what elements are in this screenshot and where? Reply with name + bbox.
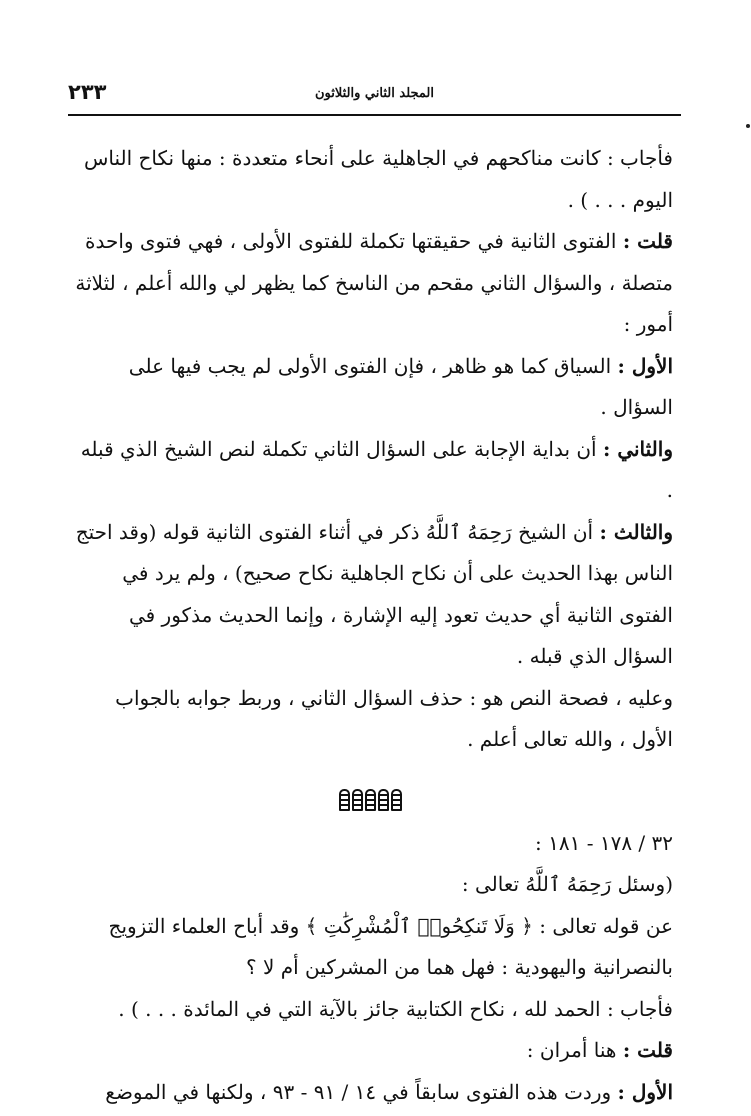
paragraph-lead: الأول :: [617, 353, 673, 378]
question-intro: [68, 864, 673, 906]
note-body: هنا أمران :: [526, 1038, 623, 1062]
ornament-icon: [352, 789, 363, 811]
paragraph-answer: [68, 138, 673, 221]
section-ornament: [68, 775, 673, 823]
paragraph-text: أن الشيخ رَحِمَهُ ٱللَّهُ ذكر في أثناء الفتوى الثانية قوله (وقد احتج الناس بهذا الحديث على أن نكاح الجاهلية نكاح صحيح) ، ولم يرد في الفتوى الثانية أي حديث تعود إليه الإشارة ، وإنما الحديث مذكور في السؤال الذي قبله .: [75, 519, 673, 668]
paragraph-lead: قلت :: [622, 229, 673, 253]
note-text: [68, 1030, 673, 1072]
paragraph-conclusion: [68, 678, 673, 761]
paragraph-text: الفتوى الثانية في حقيقتها تكملة للفتوى الأولى ، فهي فتوى واحدة متصلة ، والسؤال الثاني مقحم من الناسخ كما يظهر لي والله أعلم ، لثلاثة أمور :: [75, 229, 673, 336]
paragraph-note: [68, 221, 673, 346]
volume-title: المجلد الثاني والثلاثون: [315, 86, 434, 101]
answer-body: فأجاب : الحمد لله ، نكاح الكتابية جائز بالآية التي في المائدة . . . ) .: [118, 996, 673, 1021]
fatwa-reference: [68, 823, 673, 865]
intro-text: (وسئل رَحِمَهُ ٱللَّهُ تعالى :: [461, 872, 673, 896]
question-text: [68, 906, 673, 989]
paragraph-text: أن بداية الإجابة على السؤال الثاني تكملة لنص الشيخ الذي قبله .: [80, 436, 673, 502]
paragraph-text: فأجاب : كانت مناكحهم في الجاهلية على أنحاء متعددة : منها نكاح الناس اليوم . . . ) .: [83, 146, 673, 212]
page-header: [68, 80, 681, 112]
paragraph-second: [68, 429, 673, 512]
reference-text: ٣٢ / ١٧٨ - ١٨١ :: [535, 830, 673, 855]
ornament-icon: [391, 789, 402, 811]
paragraph-text: السياق كما هو ظاهر ، فإن الفتوى الأولى لم يجب فيها على السؤال .: [128, 353, 673, 419]
header-rule: [68, 114, 681, 116]
ornament-icon: [378, 789, 389, 811]
paragraph-lead: والثاني :: [602, 436, 673, 461]
answer-text: [68, 989, 673, 1031]
paragraph-lead: والثالث :: [599, 519, 673, 544]
page-body: [68, 138, 673, 1113]
margin-dot: [746, 124, 750, 128]
paragraph-third: [68, 512, 673, 678]
question-body: عن قوله تعالى : ﴿ وَلَا تَنكِحُوا۟ ٱلْمُشْرِكَٰتِ ﴾ وقد أباح العلماء التزويج بالنصرانية واليهودية : فهل هما من المشركين أم لا ؟: [108, 913, 673, 979]
ornament-icon: [339, 789, 350, 811]
paragraph-first: [68, 346, 673, 429]
first-lead: الأول :: [617, 1079, 673, 1104]
first-body: وردت هذه الفتوى سابقاً في ١٤ / ٩١ - ٩٣ ، ولكنها في الموضع: [105, 1079, 618, 1104]
first-point: [68, 1072, 673, 1114]
ornament-icon: [365, 789, 376, 811]
page-number: ٢٣٣: [68, 80, 107, 104]
note-lead: قلت :: [622, 1038, 673, 1062]
paragraph-text: وعليه ، فصحة النص هو : حذف السؤال الثاني ، وربط جوابه بالجواب الأول ، والله تعالى أعلم .: [115, 685, 673, 751]
